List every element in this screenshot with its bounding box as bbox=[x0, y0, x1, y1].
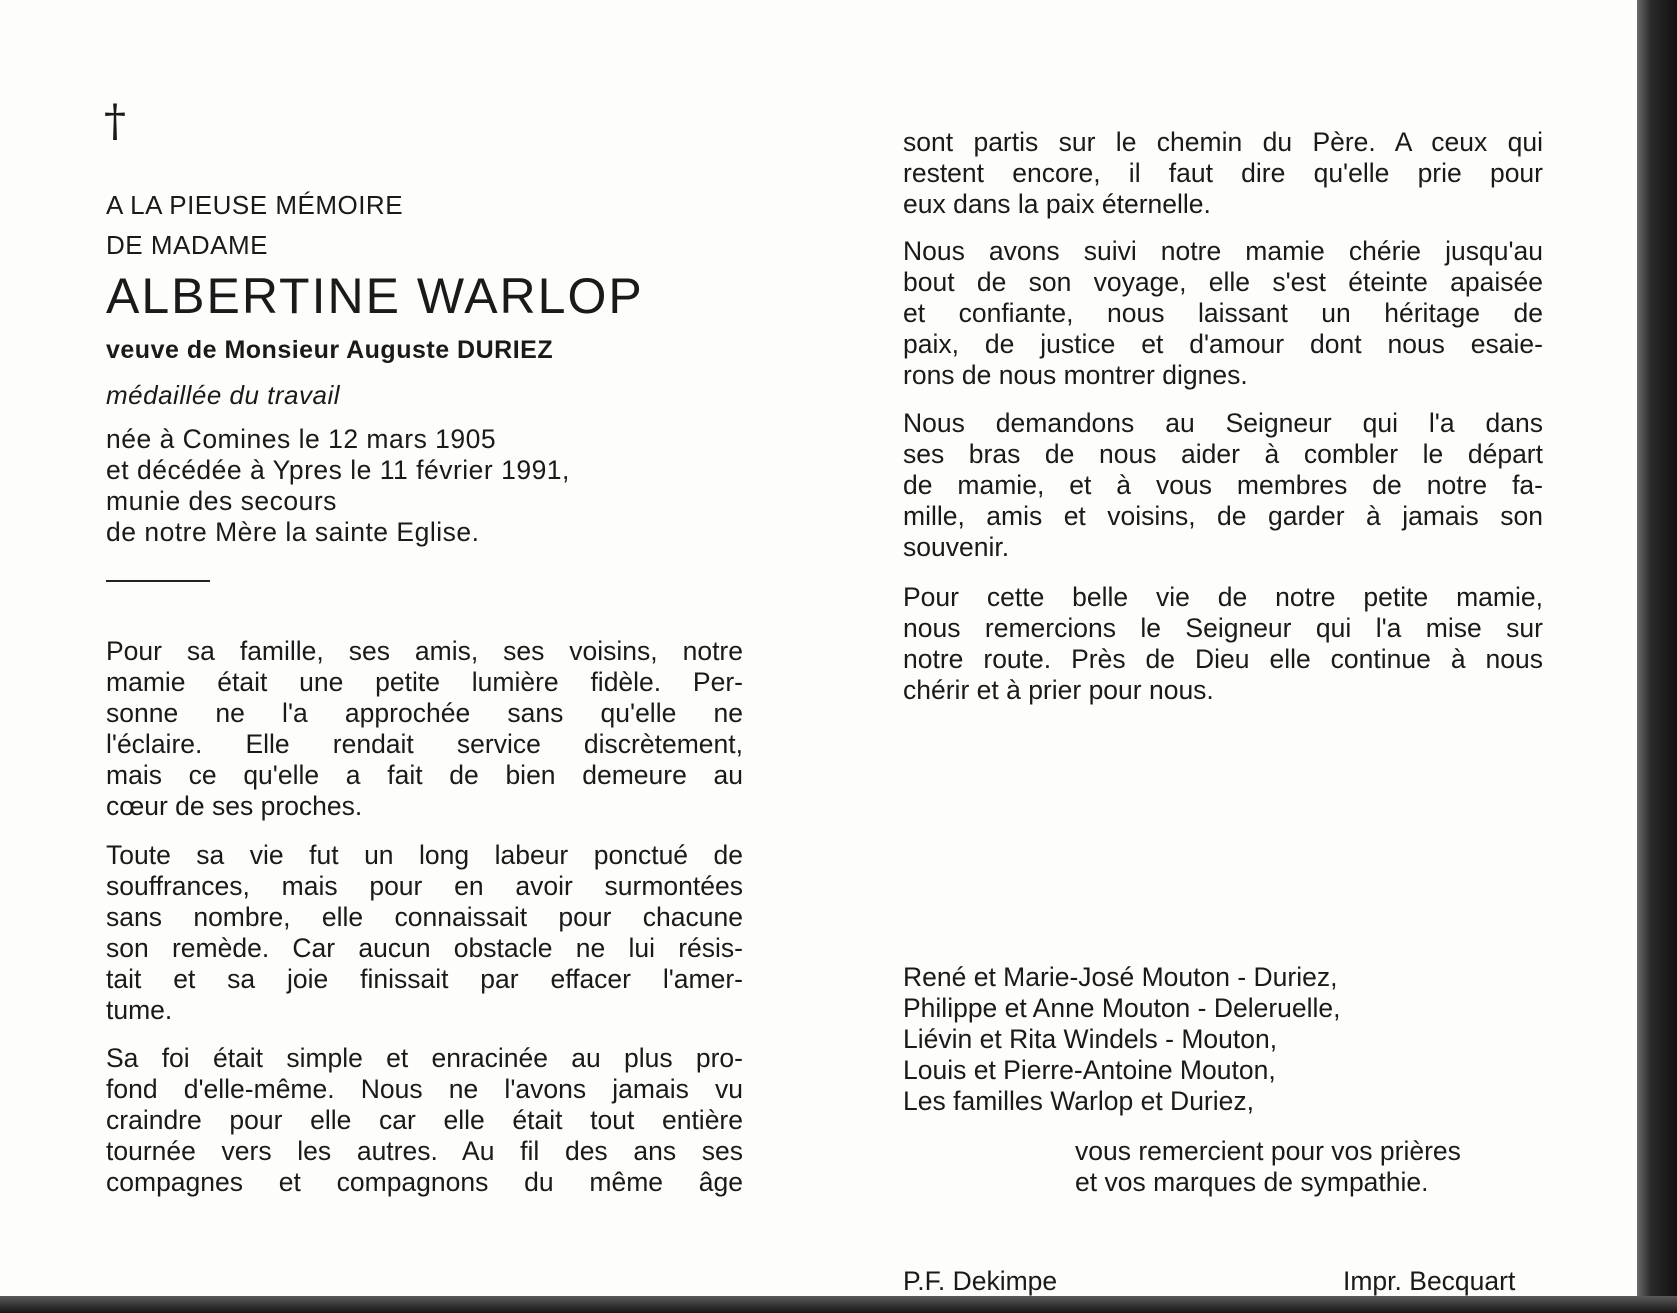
text-line: nous remercions le Seigneur qui l'a mise sur bbox=[903, 613, 1543, 643]
text-line: Toute sa vie fut un long labeur ponctué de bbox=[106, 840, 743, 870]
text-line: paix, de justice et d'amour dont nous esaie- bbox=[903, 329, 1543, 359]
text-line: rons de nous montrer dignes. bbox=[903, 360, 1248, 390]
card-bottom-shadow bbox=[0, 1296, 1677, 1313]
text-line: sont partis sur le chemin du Père. A ceux qui bbox=[903, 127, 1543, 157]
text-line: sonne ne l'a approchée sans qu'elle ne bbox=[106, 698, 743, 728]
card-edge-shadow bbox=[1637, 0, 1677, 1313]
right-paragraph-1 bbox=[903, 127, 1543, 220]
text-line: l'éclaire. Elle rendait service discrètement, bbox=[106, 729, 743, 759]
text-line: eux dans la paix éternelle. bbox=[903, 189, 1211, 219]
text-line: ses bras de nous aider à combler le départ bbox=[903, 439, 1543, 469]
distinction: médaillée du travail bbox=[106, 380, 341, 410]
header-line-1: A LA PIEUSE MÉMOIRE bbox=[106, 190, 404, 220]
text-line: mais ce qu'elle a fait de bien demeure au bbox=[106, 760, 743, 790]
text-line: compagnes et compagnons du même âge bbox=[106, 1167, 743, 1197]
right-paragraph-4 bbox=[903, 582, 1543, 706]
text-line: souffrances, mais pour en avoir surmontées bbox=[106, 871, 743, 901]
text-line: Pour cette belle vie de notre petite mamie, bbox=[903, 582, 1543, 612]
thanks-line-1: vous remercient pour vos prières bbox=[1075, 1136, 1461, 1166]
right-paragraph-2 bbox=[903, 236, 1543, 391]
text-line: bout de son voyage, elle s'est éteinte apaisée bbox=[903, 267, 1543, 297]
family-line-5: Les familles Warlop et Duriez, bbox=[903, 1086, 1254, 1116]
left-paragraph-1 bbox=[106, 636, 743, 822]
text-line: mamie était une petite lumière fidèle. Per- bbox=[106, 667, 743, 697]
left-paragraph-3 bbox=[106, 1043, 743, 1198]
text-line: son remède. Car aucun obstacle ne lui résis- bbox=[106, 933, 743, 963]
deceased-name bbox=[106, 268, 644, 324]
text-line: tume. bbox=[106, 995, 173, 1025]
deceased-first-name: ALBERTINE bbox=[106, 268, 401, 324]
text-line: souvenir. bbox=[903, 532, 1010, 562]
sacrament-line-1: munie des secours bbox=[106, 486, 337, 516]
widow-of: veuve de Monsieur Auguste DURIEZ bbox=[106, 336, 554, 364]
sacrament-line-2: de notre Mère la sainte Eglise. bbox=[106, 517, 480, 547]
text-line: fond d'elle-même. Nous ne l'avons jamais vu bbox=[106, 1074, 743, 1104]
text-line: chérir et à prier pour nous. bbox=[903, 675, 1214, 705]
header-line-2: DE MADAME bbox=[106, 230, 268, 260]
text-line: de mamie, et à vous membres de notre fa- bbox=[903, 470, 1543, 500]
thanks-line-2: et vos marques de sympathie. bbox=[1075, 1167, 1429, 1197]
text-line: et confiante, nous laissant un héritage de bbox=[903, 298, 1543, 328]
text-line: tournée vers les autres. Au fil des ans ses bbox=[106, 1136, 743, 1166]
death-line: et décédée à Ypres le 11 février 1991, bbox=[106, 455, 570, 485]
family-line-3: Liévin et Rita Windels - Mouton, bbox=[903, 1024, 1278, 1054]
family-line-4: Louis et Pierre-Antoine Mouton, bbox=[903, 1055, 1276, 1085]
family-line-2: Philippe et Anne Mouton - Deleruelle, bbox=[903, 993, 1341, 1023]
text-line: Nous demandons au Seigneur qui l'a dans bbox=[903, 408, 1543, 438]
left-paragraph-2 bbox=[106, 840, 743, 1026]
text-line: sans nombre, elle connaissait pour chacune bbox=[106, 902, 743, 932]
text-line: Pour sa famille, ses amis, ses voisins, notre bbox=[106, 636, 743, 666]
text-line: notre route. Près de Dieu elle continue à nous bbox=[903, 644, 1543, 674]
funeral-home: P.F. Dekimpe bbox=[903, 1266, 1058, 1296]
text-line: Nous avons suivi notre mamie chérie jusqu'au bbox=[903, 236, 1543, 266]
text-line: restent encore, il faut dire qu'elle prie pour bbox=[903, 158, 1543, 188]
text-line: tait et sa joie finissait par effacer l'amer- bbox=[106, 964, 743, 994]
text-line: mille, amis et voisins, de garder à jamais son bbox=[903, 501, 1543, 531]
birth-line: née à Comines le 12 mars 1905 bbox=[106, 424, 497, 454]
family-line-1: René et Marie-José Mouton - Duriez, bbox=[903, 962, 1338, 992]
text-line: cœur de ses proches. bbox=[106, 791, 363, 821]
printer: Impr. Becquart bbox=[1343, 1266, 1516, 1296]
cross-icon: † bbox=[104, 96, 126, 147]
text-line: Sa foi était simple et enracinée au plus pro- bbox=[106, 1043, 743, 1073]
separator-rule bbox=[106, 580, 210, 582]
deceased-last-name: WARLOP bbox=[416, 268, 644, 324]
right-paragraph-3 bbox=[903, 408, 1543, 563]
text-line: craindre pour elle car elle était tout entière bbox=[106, 1105, 743, 1135]
